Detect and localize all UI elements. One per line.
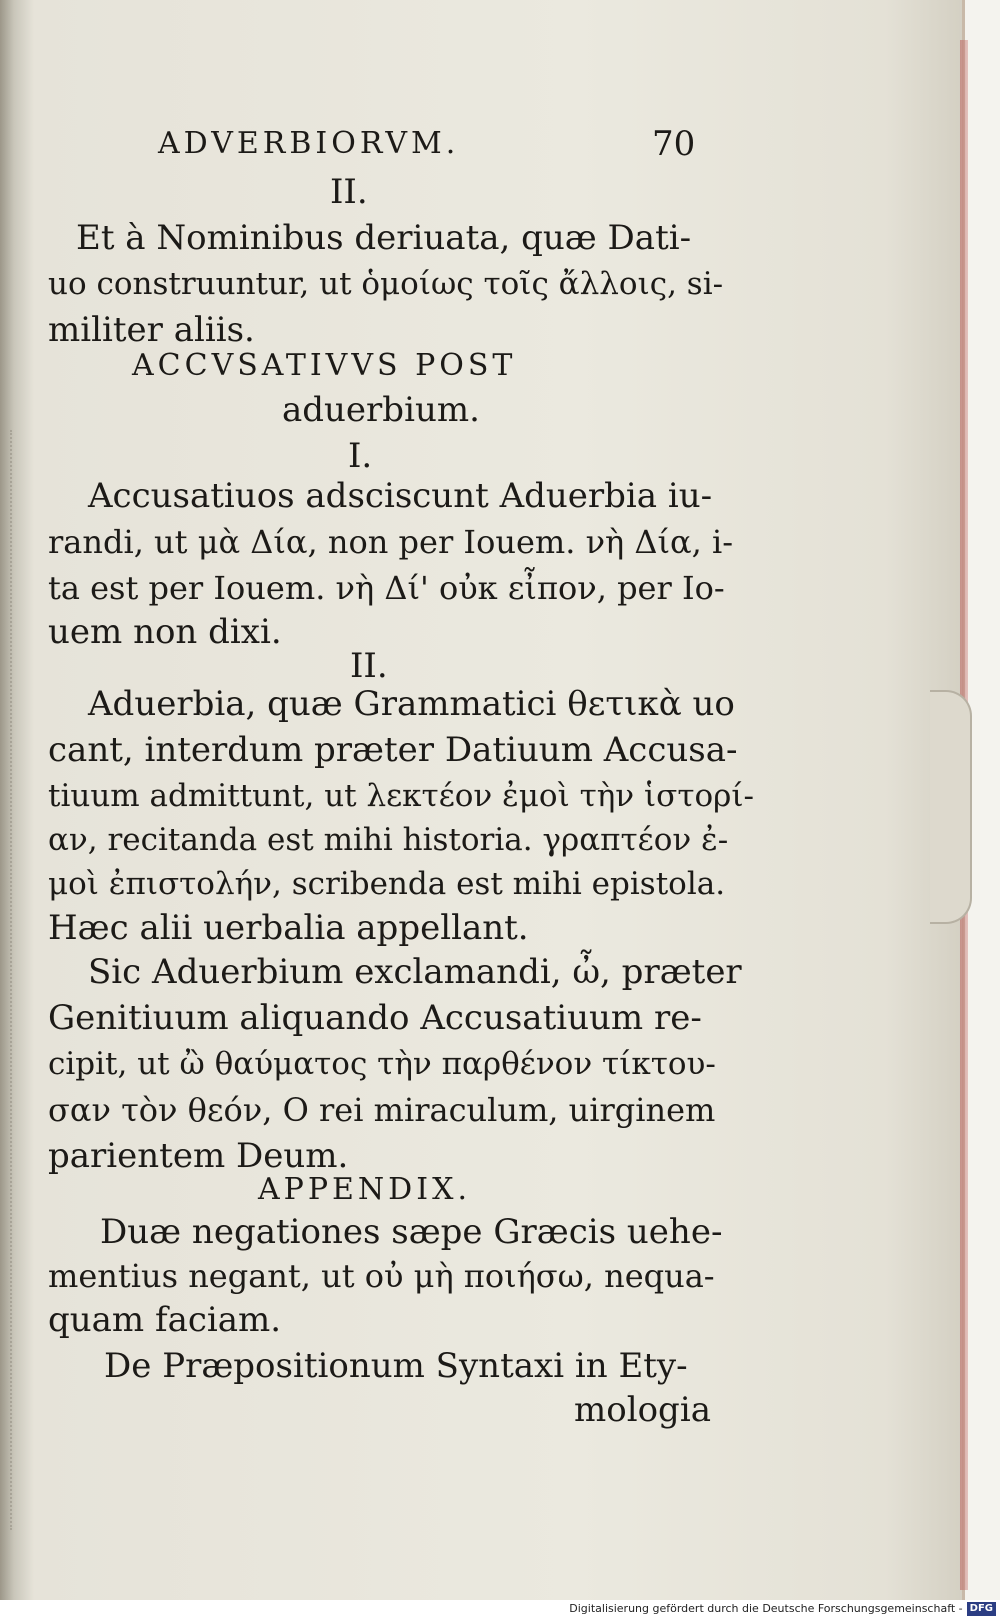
- page-number: 70: [652, 124, 696, 164]
- appendix-heading: APPENDIX.: [258, 1172, 471, 1207]
- text-line: uem non dixi.: [48, 612, 282, 652]
- section-number: II.: [350, 646, 388, 686]
- text-line: Accusatiuos adsciscunt Aduerbia iu-: [88, 476, 713, 516]
- text-line: αν, recitanda est mihi historia. γραπτέον ἐ-: [48, 822, 729, 858]
- catchword: mologia: [574, 1390, 711, 1430]
- footer-credit: Digitalisierung gefördert durch die Deutsche Forschungsgemeinschaft -: [569, 1602, 963, 1615]
- text-line: Aduerbia, quæ Grammatici θετικὰ uo: [88, 684, 735, 724]
- text-line: mentius negant, ut οὐ μὴ ποιήσω, nequa-: [48, 1257, 715, 1295]
- text-line: De Præpositionum Syntaxi in Ety-: [104, 1346, 688, 1386]
- running-head: ADVERBIORVM.: [158, 126, 460, 161]
- text-line: randi, ut μὰ Δία, non per Iouem. νὴ Δία, i-: [48, 523, 734, 561]
- text-line: Duæ negationes sæpe Græcis uehe-: [100, 1212, 723, 1252]
- section-number: I.: [348, 436, 373, 476]
- text-line: Sic Aduerbium exclamandi, ὦ, præter: [88, 952, 742, 992]
- text-line: parientem Deum.: [48, 1136, 349, 1176]
- text-line: Hæc alii uerbalia appellant.: [48, 908, 529, 948]
- section-heading-cont: aduerbium.: [282, 390, 480, 430]
- text-line: tiuum admittunt, ut λεκτέον ἐμοὶ τὴν ἱστορί-: [48, 778, 754, 814]
- text-line: uo construuntur, ut ὁμοίως τοῖς ἄλλοις, si-: [48, 266, 724, 302]
- text-line: ta est per Iouem. νὴ Δί' οὐκ εἶπον, per Io-: [48, 569, 725, 607]
- text-line: μοὶ ἐπιστολήν, scribenda est mihi epistola.: [48, 866, 726, 902]
- text-line: Genitiuum aliquando Accusatiuum re-: [48, 998, 702, 1038]
- text-line: quam faciam.: [48, 1300, 282, 1340]
- digitization-footer: [0, 1600, 1000, 1618]
- gutter-marks: [10, 430, 22, 1530]
- section-heading: ACCVSATIVVS POST: [132, 348, 517, 383]
- section-number: II.: [330, 172, 368, 212]
- page-tab-marker: [930, 690, 972, 924]
- text-line: militer aliis.: [48, 310, 255, 350]
- text-line: Et à Nominibus deriuata, quæ Dati-: [76, 218, 692, 258]
- text-line: σαν τὸν θεόν, O rei miraculum, uirginem: [48, 1091, 716, 1129]
- text-line: cant, interdum præter Datiuum Accusa-: [48, 730, 738, 770]
- dfg-logo: DFG: [967, 1602, 996, 1616]
- text-line: cipit, ut ὢ θαύματος τὴν παρθένον τίκτου-: [48, 1046, 716, 1082]
